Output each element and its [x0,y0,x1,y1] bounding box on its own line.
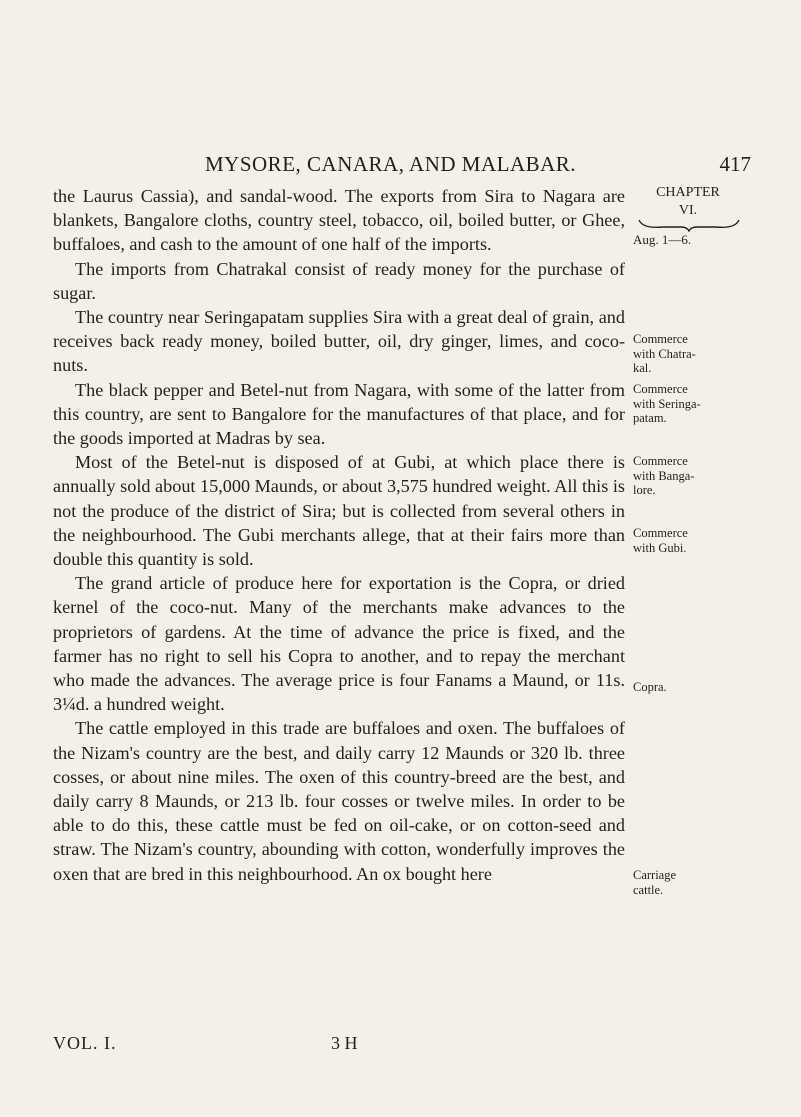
margin-note [633,868,676,897]
chapter-number: VI. [678,203,698,218]
paragraph: Most of the Betel-nut is disposed of at Gubi, at which place there is annually sold about 15,000 Maunds, or about 3,575 hundred weight. All this is not the produce of the district of Sira; but is collected from several others in the neighbourhood. The Gubi merchants allege, that at their fairs more than double this quantity is sold. [53,452,625,570]
margin-note-line: patam. [633,411,667,425]
paragraph: the Laurus Cassia), and sandal-wood. The exports from Sira to Nagara are blankets, Bangalore cloths, country steel, tobacco, oil, boiled butter, or Ghee, buffaloes, and cash to the amount of one half of the imports. [53,186,625,255]
body-text [53,184,625,886]
margin-note-line: with Banga- [633,468,695,483]
margin-note-line: lore. [633,483,656,497]
margin-note-line: cattle. [633,882,664,897]
running-head: MYSORE, CANARA, AND MALABAR. [205,152,577,176]
brace-icon [637,218,741,232]
margin-note-line: Commerce [633,454,688,468]
margin-note [633,382,701,426]
margin-note-line: Carriage [633,868,677,882]
margin-note [633,454,694,498]
margin-note-line: Commerce [633,332,688,346]
page-footer [53,1033,625,1059]
margin-note [633,680,667,695]
page-header [205,152,751,182]
chapter-label: CHAPTER [656,185,720,200]
paragraph: The cattle employed in this trade are buffaloes and oxen. The buffaloes of the Nizam's country are the best, and daily carry 12 Maunds or 320 lb. three cosses, or about nine miles. The oxen of this country-breed are the best, and daily carry 8 Maunds, or 213 lb. four cosses or twelve miles. In order to be able to do this, these cattle must be fed on oil-cake, or on cotton-seed and straw. The Nizam's country, abounding with cotton, wonderfully improves the oxen that are bred in this neighbourhood. An ox bought here [53,718,625,884]
margin-note-line: with Seringa- [633,396,701,411]
margin-date: Aug. 1—6. [633,232,692,247]
margin-note-line: kal. [633,361,652,375]
margin-note-line: Copra. [633,680,667,694]
margin-note-line: with Gubi. [633,540,687,555]
page-number: 417 [719,152,751,176]
margin-note-line: with Chatra- [633,346,696,361]
margin-note [633,332,696,376]
paragraph: The black pepper and Betel-nut from Nagara, with some of the latter from this country, are sent to Bangalore for the manufactures of that place, and for the goods imported at Madras by sea. [53,379,625,449]
margin-note-line: Commerce [633,526,688,540]
chapter-heading [633,184,743,220]
signature-mark: 3 H [331,1033,358,1053]
paragraph: The imports from Chatrakal consist of ready money for the purchase of sugar. [53,258,625,303]
margin-note-line: Commerce [633,382,688,396]
volume-label: VOL. I. [53,1033,117,1053]
margin-note [633,526,688,555]
paragraph: The country near Seringapatam supplies Sira with a great deal of grain, and receives back ready money, boiled butter, oil, dry ginger, limes, and coco-nuts. [53,307,625,376]
paragraph: The grand article of produce here for exportation is the Copra, or dried kernel of the coco-nut. Many of the merchants make advances to the proprietors of gardens. At the time of advance the price is fixed, and the farmer has no right to sell his Copra to another, and to repay the merchant who made the advances. The average price is four Fanams a Maund, or 11s. 3¼d. a hundred weight. [53,573,625,715]
